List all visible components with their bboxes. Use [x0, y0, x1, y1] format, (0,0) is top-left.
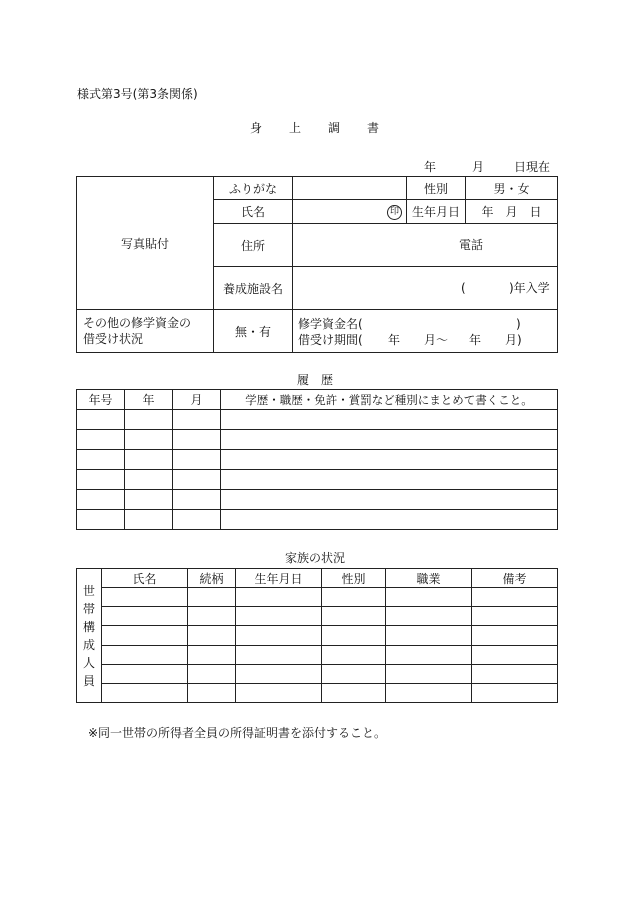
- family-header-name: 氏名: [102, 569, 188, 588]
- family-header-relation: 続柄: [188, 569, 236, 588]
- address-field[interactable]: [293, 224, 558, 267]
- side-char: 構: [82, 619, 95, 634]
- birth-label: 生年月日: [407, 200, 466, 224]
- table-row: [77, 645, 558, 664]
- side-char: 世: [82, 583, 95, 598]
- seal-icon: 印: [387, 205, 402, 220]
- loan-period-year-2: 年: [469, 333, 482, 347]
- form-number: 様式第3号(第3条関係): [77, 87, 198, 101]
- loan-period-label: 借受け期間(: [298, 333, 363, 347]
- birth-field[interactable]: 年 月 日: [466, 200, 558, 224]
- table-row: [77, 683, 558, 702]
- sex-options[interactable]: 男・女: [466, 177, 558, 200]
- side-char: 帯: [82, 601, 95, 616]
- side-char: 成: [82, 637, 95, 652]
- table-row: [77, 410, 558, 430]
- other-loan-line-2: 借受け状況: [83, 332, 144, 346]
- household-members-label: [77, 569, 102, 703]
- history-title: 履 歴: [297, 373, 334, 387]
- history-header-era: 年号: [77, 390, 125, 410]
- table-row: [77, 470, 558, 490]
- history-table: [76, 389, 558, 530]
- table-row: [77, 664, 558, 683]
- other-loan-line-1: その他の修学資金の: [83, 315, 192, 330]
- family-table: [76, 568, 558, 703]
- loan-yes-no[interactable]: 無・有: [214, 310, 293, 353]
- school-field[interactable]: [293, 267, 558, 310]
- family-title: 家族の状況: [285, 551, 346, 565]
- fund-name-close: ): [516, 317, 521, 331]
- footnote: ※同一世帯の所得者全員の所得証明書を添付すること。: [88, 726, 387, 740]
- family-header-birth: 生年月日: [236, 569, 322, 588]
- table-row: [77, 490, 558, 510]
- table-row: [77, 588, 558, 607]
- name-label: 氏名: [214, 200, 293, 224]
- other-loan-label: [77, 310, 214, 353]
- date-day-label: 日現在: [514, 160, 551, 174]
- table-row: [77, 510, 558, 530]
- school-label: 養成施設名: [214, 267, 293, 310]
- table-row: [77, 450, 558, 470]
- history-header-content: 学歴・職歴・免許・賞罰など種別にまとめて書くこと。: [221, 390, 558, 410]
- furigana-label: ふりがな: [214, 177, 293, 200]
- furigana-field[interactable]: [293, 177, 407, 200]
- sex-label: 性別: [407, 177, 466, 200]
- history-header-month: 月: [173, 390, 221, 410]
- table-row: [77, 626, 558, 645]
- side-char: 人: [82, 655, 95, 670]
- history-header-year: 年: [125, 390, 173, 410]
- loan-detail-field[interactable]: [293, 310, 558, 353]
- side-char: 員: [82, 673, 95, 688]
- table-row: [77, 430, 558, 450]
- enroll-open-paren: (: [461, 281, 466, 295]
- date-year-label: 年: [424, 160, 437, 174]
- name-field[interactable]: [293, 200, 407, 224]
- loan-period-year-1: 年: [388, 333, 401, 347]
- family-header-job: 職業: [386, 569, 472, 588]
- phone-label: 電話: [459, 238, 484, 252]
- table-row: [77, 607, 558, 626]
- document-title: 身 上 調 書: [250, 121, 381, 135]
- photo-area: [77, 177, 214, 310]
- family-header-sex: 性別: [322, 569, 386, 588]
- date-month-label: 月: [472, 160, 485, 174]
- personal-info-table: [76, 176, 558, 353]
- address-label: 住所: [214, 224, 293, 267]
- family-header-remarks: 備考: [472, 569, 558, 588]
- fund-name-label: 修学資金名(: [298, 317, 363, 331]
- photo-label: 写真貼付: [120, 236, 169, 251]
- loan-period-month-2: 月): [505, 333, 522, 347]
- enroll-year-label: )年入学: [509, 281, 550, 295]
- loan-period-month-1: 月〜: [424, 333, 449, 347]
